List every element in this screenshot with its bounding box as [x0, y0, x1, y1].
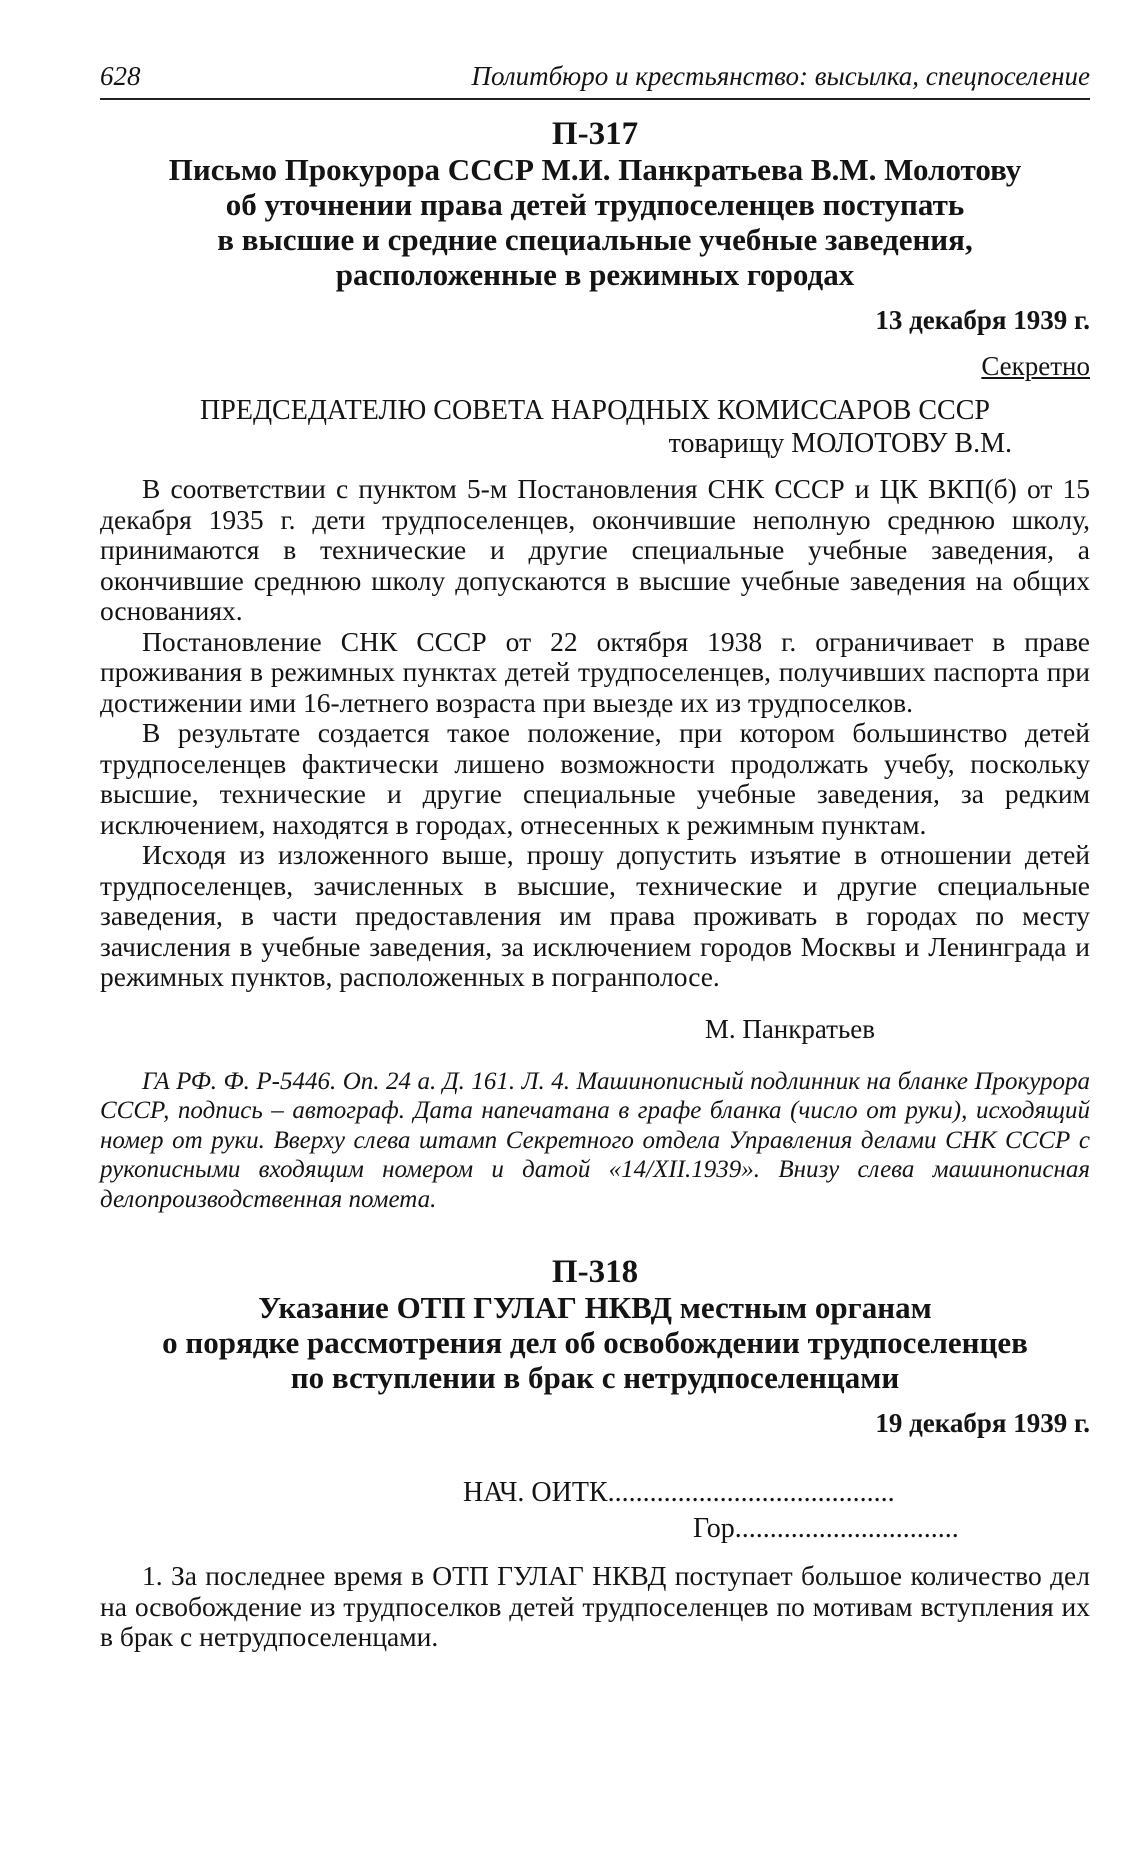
- doc-title-line: Письмо Прокурора СССР М.И. Панкратьева В.М. Молотову: [168, 152, 1022, 187]
- doc-date: 13 декабря 1939 г.: [875, 305, 1090, 335]
- body-paragraph: В соответствии с пунктом 5-м Постановления СНК СССР и ЦК ВКП(б) от 15 декабря 1935 г. дети трудпоселенцев, окончившие неполную среднюю школу, принимаются в технические и другие специальные учебные заведения, а окончившие среднюю школу допускаются в высшие учебные заведения на общих основаниях.: [100, 473, 1090, 626]
- classification-label: Секретно: [981, 351, 1090, 381]
- body-paragraph: Исходя из изложенного выше, прошу допустить изъятие в отношении детей трудпоселенцев, зачисленных в высшие, технические и другие специальные заведения, в части предоставления им права проживать в городах по месту зачисления в учебные заведения, за исключением городов Москвы и Ленинграда и режимных пунктов, расположенных в погранполосе.: [100, 839, 1090, 992]
- recipient-line: НАЧ. ОИТК.........................................: [463, 1477, 895, 1508]
- doc-date: 19 декабря 1939 г.: [875, 1408, 1090, 1438]
- body-paragraph: 1. За последнее время в ОТП ГУЛАГ НКВД поступает большое количество дел на освобождение из трудпоселков детей трудпоселенцев по мотивам вступления их в брак с нетрудпоселенцами.: [100, 1560, 1090, 1652]
- recipient-block: [100, 1475, 1090, 1547]
- addressee: [100, 394, 1090, 460]
- doc-title-line: в высшие и средние специальные учебные заведения,: [217, 222, 973, 257]
- doc-title-line: расположенные в режимных городах: [335, 257, 855, 292]
- book-page: [100, 58, 1090, 1653]
- running-header: [100, 58, 1090, 100]
- doc-number: П-318: [551, 1254, 639, 1290]
- page-number: 628: [100, 61, 141, 91]
- doc-title-line: об уточнении права детей трудпоселенцев поступать: [225, 187, 965, 222]
- signature: М. Панкратьев: [704, 1013, 875, 1044]
- doc-title: [100, 1290, 1090, 1395]
- archival-source-note: ГА РФ. Ф. Р-5446. Оп. 24 а. Д. 161. Л. 4. Машинописный подлинник на бланке Прокурора СССР, подпись – автограф. Дата напечатана в графе бланка (число от руки), исходящий номер от руки. Вверху слева штамп Секретного отдела Управления делами СНК СССР с рукописными входящим номером и датой «14/XII.1939». Внизу слева машинописная делопроизводственная помета.: [100, 1067, 1090, 1213]
- running-title: Политбюро и крестьянство: высылка, спецпоселение: [471, 61, 1090, 91]
- doc-number: П-317: [551, 116, 639, 152]
- doc-title-line: о порядке рассмотрения дел об освобождении трудпоселенцев: [162, 1325, 1028, 1360]
- doc-title-line: по вступлении в брак с нетрудпоселенцами: [290, 1360, 900, 1395]
- addressee-title: ПРЕДСЕДАТЕЛЮ СОВЕТА НАРОДНЫХ КОМИССАРОВ СССР: [200, 395, 990, 426]
- addressee-name: товарищу МОЛОТОВУ В.М.: [668, 428, 1012, 459]
- body-paragraph: Постановление СНК СССР от 22 октября 1938 г. ограничивает в праве проживания в режимных пунктах детей трудпоселенцев, получивших паспорта при достижении ими 16-летнего возраста при выезде их из трудпоселков.: [100, 625, 1090, 718]
- doc-title-line: Указание ОТП ГУЛАГ НКВД местным органам: [258, 1290, 932, 1325]
- doc-title: [100, 152, 1090, 292]
- classification-mark: [100, 348, 1090, 384]
- body-paragraph: В результате создается такое положение, при котором большинство детей трудпоселенцев фактически лишено возможности продолжать учебу, поскольку высшие, технические и другие специальные учебные заведения, за редким исключением, находятся в городах, отнесенных к режимным пунктам.: [100, 717, 1090, 840]
- city-line: Гор................................: [693, 1513, 959, 1544]
